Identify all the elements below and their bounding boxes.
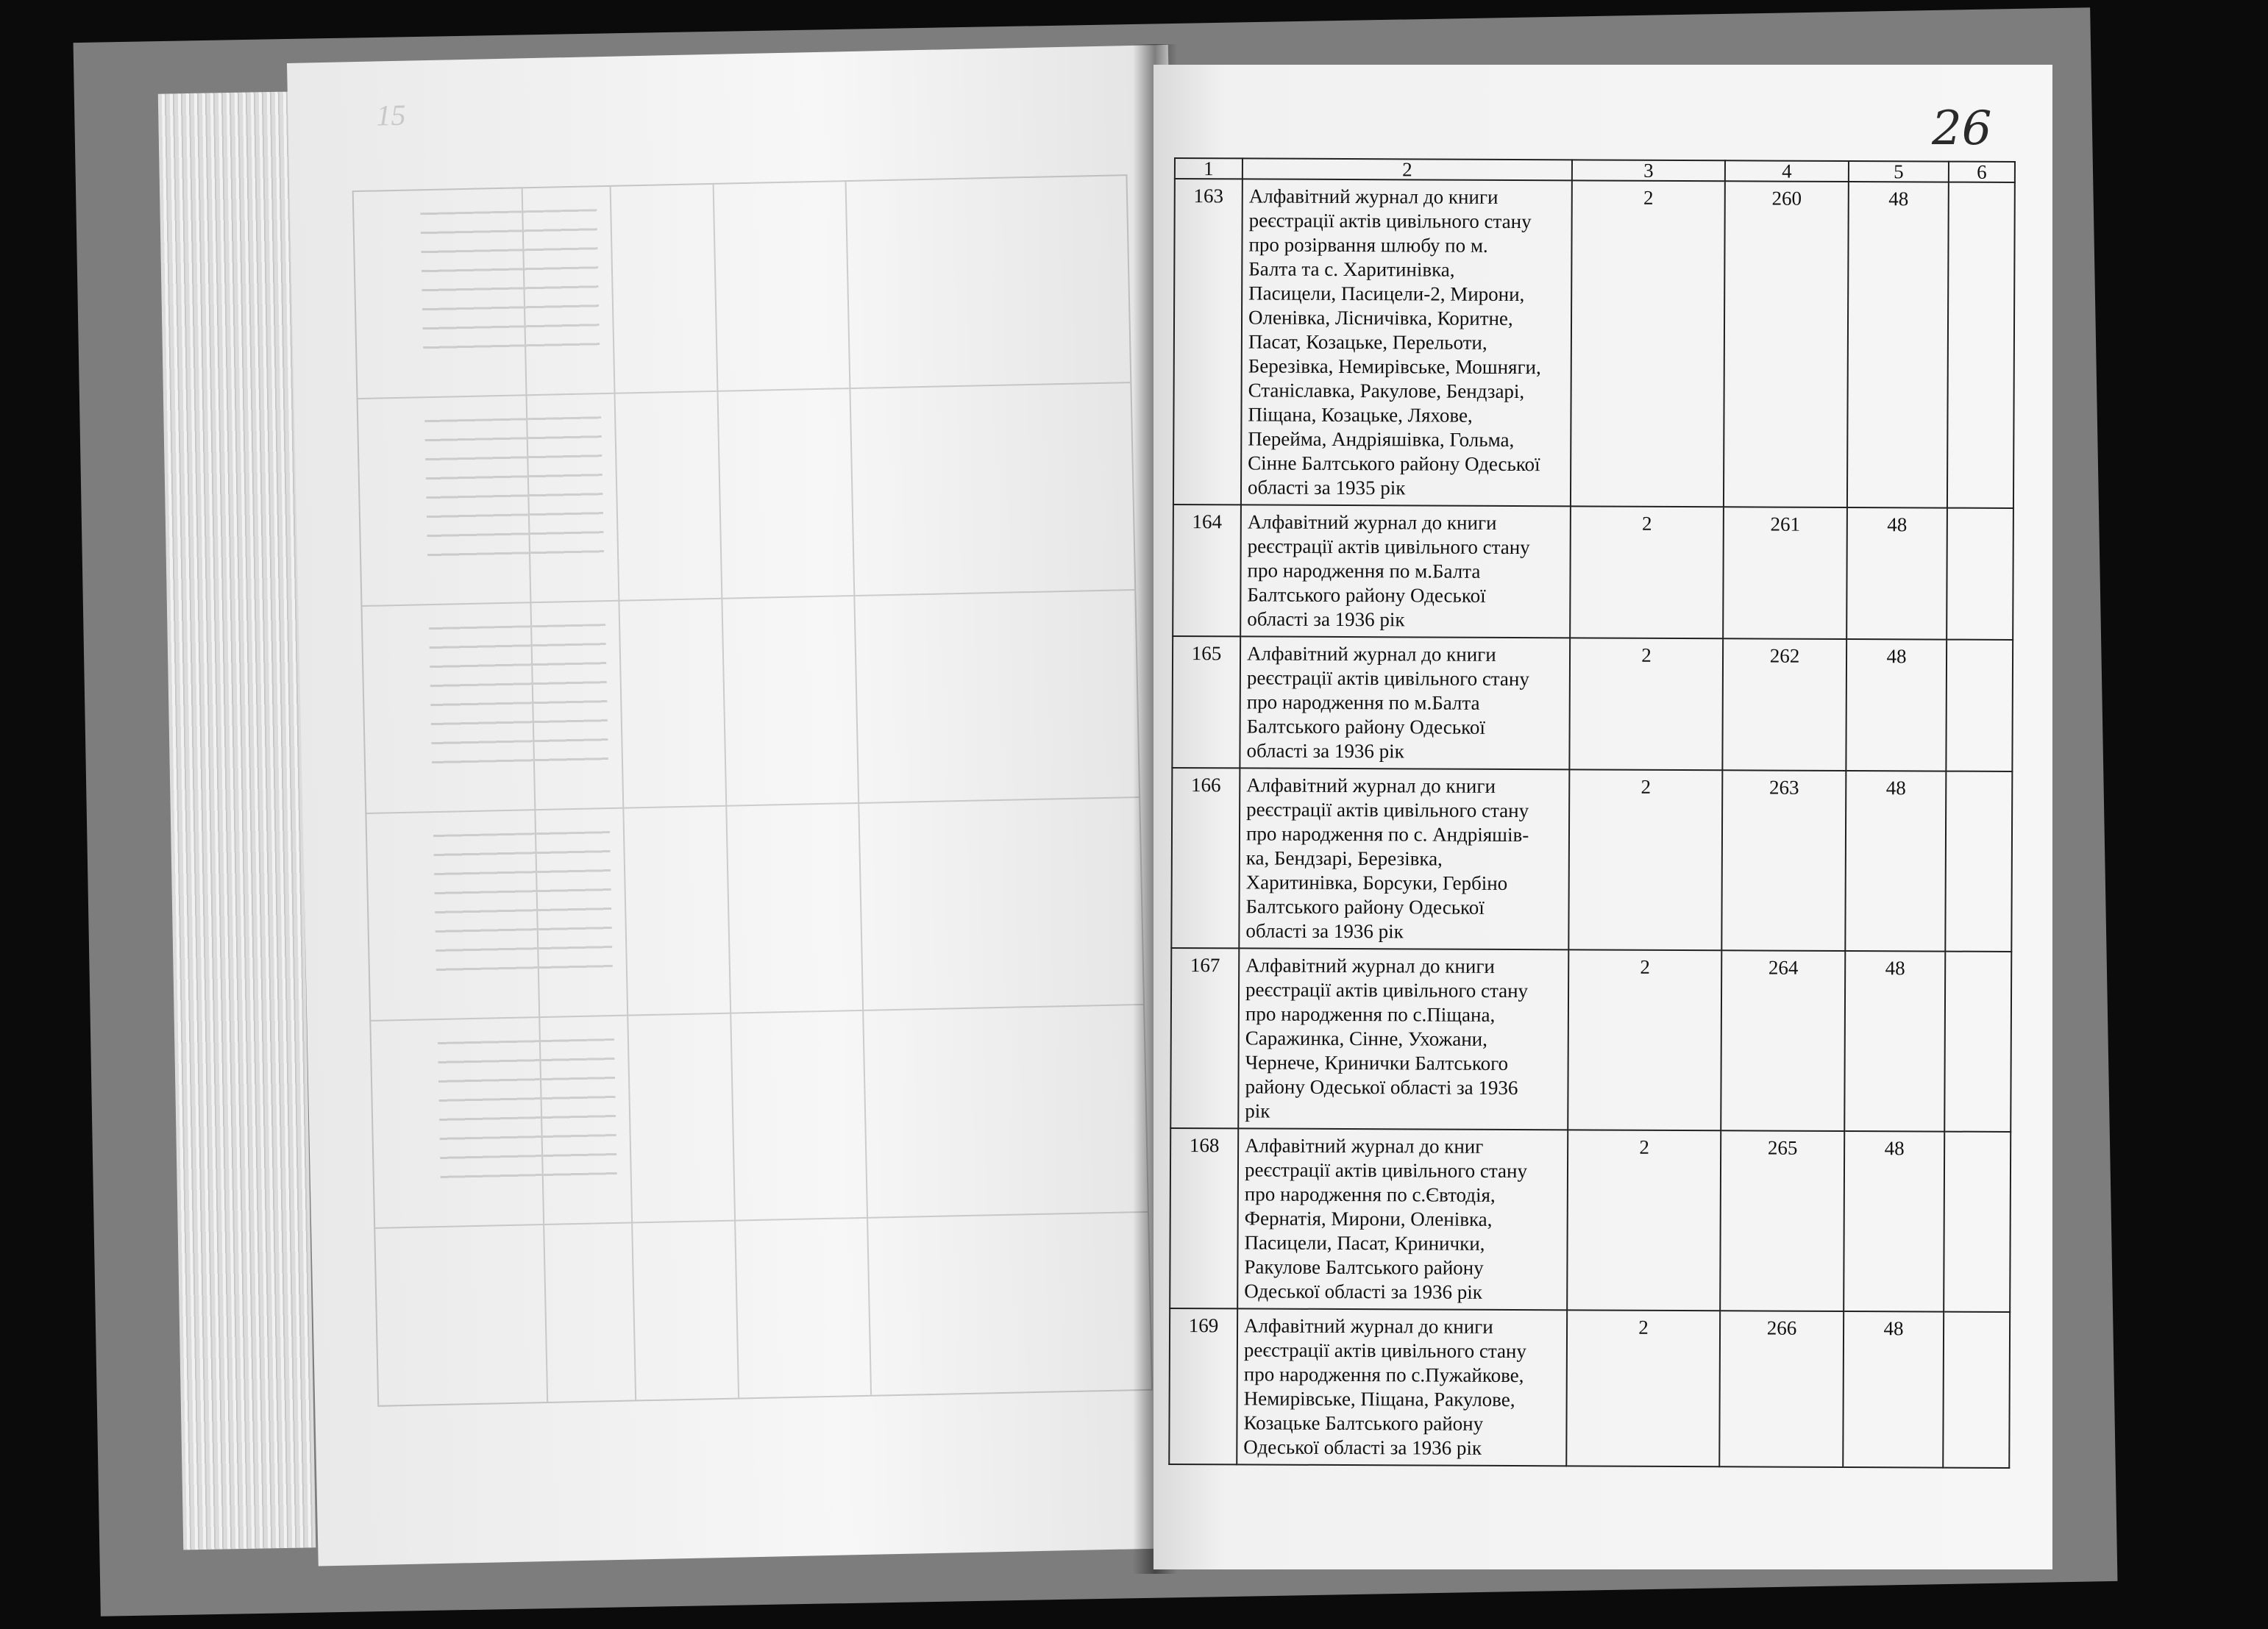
table-row <box>1173 179 2015 508</box>
row-col6 <box>1947 508 2013 640</box>
header-cell: 2 <box>1243 158 1572 180</box>
row-col6 <box>1944 952 2011 1132</box>
row-title: Алфавітний журнал до книги реєстрації актів цивільного стану про народження по м.Балта Балтського району Одеської області за 1936 рік <box>1240 505 1571 638</box>
row-col6 <box>1945 771 2012 952</box>
row-number: 167 <box>1170 948 1239 1128</box>
row-col5: 48 <box>1844 1131 1944 1312</box>
header-cell: 6 <box>1949 162 2015 182</box>
row-col3: 2 <box>1570 506 1724 638</box>
row-col3: 2 <box>1569 638 1723 770</box>
row-number: 166 <box>1171 768 1240 948</box>
row-col6 <box>1943 1312 2010 1468</box>
row-col4: 266 <box>1719 1311 1844 1467</box>
row-col5: 48 <box>1843 1311 1944 1468</box>
table-row <box>1172 636 2013 771</box>
row-col5: 48 <box>1847 182 1949 508</box>
register-table <box>1168 157 2016 1469</box>
row-title: Алфавітний журнал до книги реєстрації актів цивільного стану про народження по м.Балта Балтського району Одеської області за 1936 рік <box>1240 636 1570 769</box>
row-col6 <box>1944 1132 2011 1312</box>
row-col3: 2 <box>1568 769 1722 950</box>
row-col4: 263 <box>1721 770 1846 951</box>
header-cell: 3 <box>1572 160 1725 181</box>
page-number: 26 <box>1932 101 1992 156</box>
row-title: Алфавітний журнал до книги реєстрації актів цивільного стану про народження по с.Пужайкове, Немирівське, Піщана, Ракулове, Козацьке Балтського району Одеської області за 1936 рік <box>1237 1308 1567 1466</box>
table-row <box>1170 948 2011 1132</box>
table-row <box>1169 1308 2010 1468</box>
row-col6 <box>1947 182 2015 508</box>
row-col5: 48 <box>1844 951 1945 1132</box>
mirrored-table-ghost <box>352 174 1153 1407</box>
row-title: Алфавітний журнал до книги реєстрації актів цивільного стану про розірвання шлюбу по м. Балта та с. Харитинівка, Пасицели, Пасицели-2, Мирони, Оленівка, Лісничівка, Коритне, Пасат, Козацьке, Перельоти, Березівка, Немирівське, Мошняги, Станіславка, Ракулове, Бендзарі, Піщана, Козацьке, Ляхове, Перейма, Андріяшівка, Гольма, Сінне Балтського району Одеської області за 1935 рік <box>1241 179 1572 506</box>
row-col4: 265 <box>1720 1130 1844 1311</box>
row-number: 168 <box>1170 1128 1238 1308</box>
row-col3: 2 <box>1568 949 1721 1130</box>
table-row <box>1173 505 2013 640</box>
row-number: 169 <box>1169 1308 1237 1464</box>
row-col4: 262 <box>1722 638 1846 771</box>
row-title: Алфавітний журнал до книги реєстрації актів цивільного стану про народження по с.Піщана, Саражинка, Сінне, Ухожани, Чернече, Кринички Балтського району Одеської області за 1936 рік <box>1238 948 1568 1130</box>
row-title: Алфавітний журнал до книг реєстрації актів цивільного стану про народження по с.Євтодія, Фернатія, Мирони, Оленівка, Пасицели, Пасат, Кринички, Ракулове Балтського району Одеської області за 1936 рік <box>1237 1128 1568 1310</box>
table-row <box>1170 1128 2011 1312</box>
right-page <box>1153 65 2052 1569</box>
row-number: 165 <box>1172 636 1240 768</box>
header-cell: 1 <box>1175 158 1243 179</box>
row-number: 164 <box>1173 505 1241 636</box>
header-cell: 4 <box>1725 160 1849 182</box>
row-col4: 261 <box>1723 507 1847 639</box>
left-page-number: 15 <box>376 98 406 132</box>
table-row <box>1171 768 2012 952</box>
row-col6 <box>1946 640 2013 771</box>
row-col3: 2 <box>1571 180 1725 507</box>
left-page-bleedthrough <box>287 45 1200 1566</box>
row-col4: 264 <box>1721 950 1845 1131</box>
row-title: Алфавітний журнал до книги реєстрації актів цивільного стану про народження по с. Андріяшів- ка, Бендзарі, Березівка, Харитинівка, Борсуки, Гербіно Балтського району Одеської області за 1936 рік <box>1239 768 1569 949</box>
row-col5: 48 <box>1846 507 1947 640</box>
header-cell: 5 <box>1849 161 1949 182</box>
row-col5: 48 <box>1845 771 1946 952</box>
row-col5: 48 <box>1846 639 1947 771</box>
row-col4: 260 <box>1724 181 1849 507</box>
row-number: 163 <box>1173 179 1243 505</box>
row-col3: 2 <box>1566 1310 1720 1466</box>
row-col3: 2 <box>1567 1130 1721 1311</box>
